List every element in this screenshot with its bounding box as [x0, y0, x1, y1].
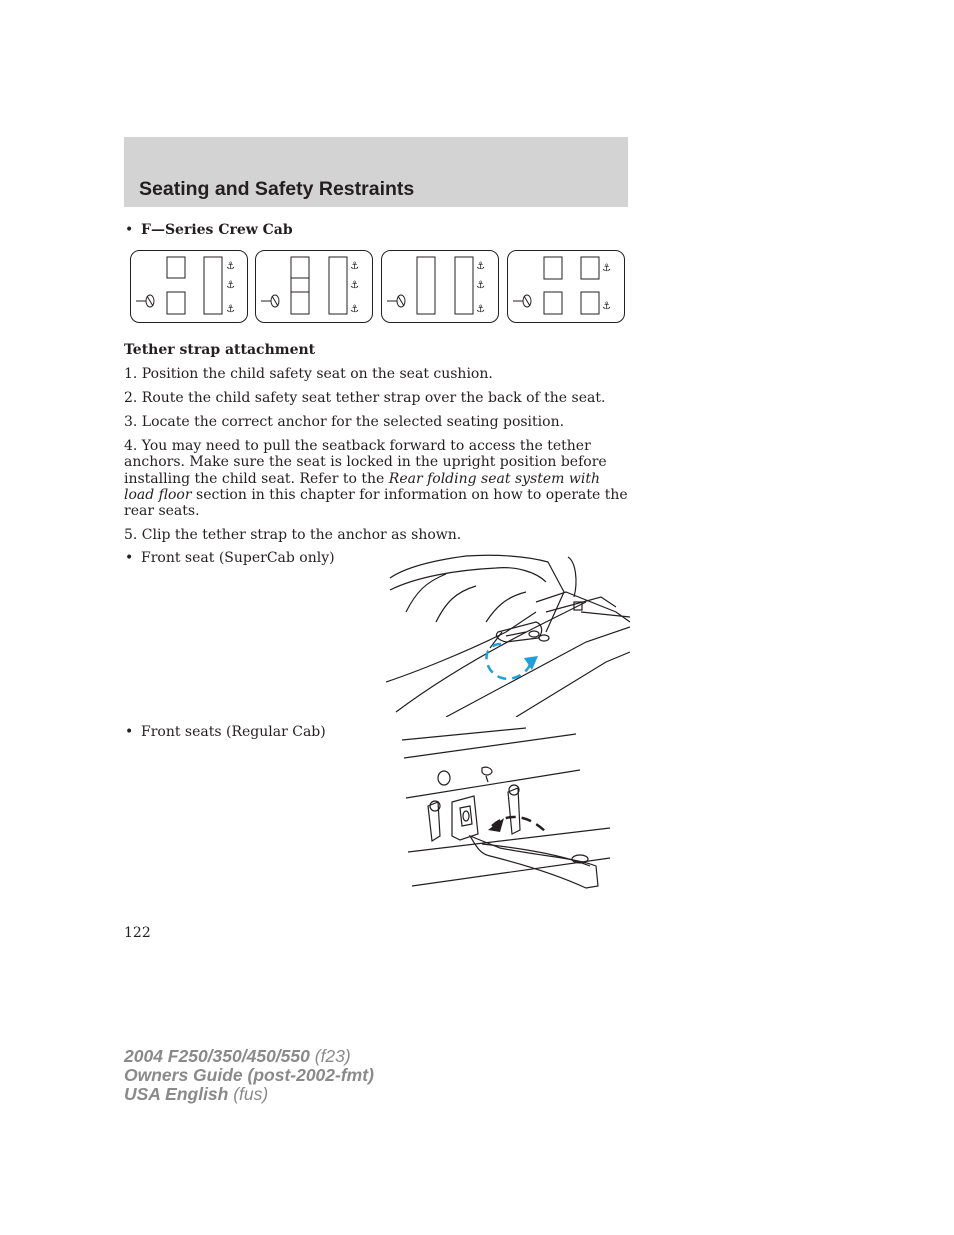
steering-wheel-icon	[136, 295, 154, 307]
anchor-icon: ⚓	[602, 301, 611, 312]
tether-heading: Tether strap attachment	[124, 342, 316, 358]
step-4: 4. You may need to pull the seatback forward to access the tether anchors. Make sure the seat is locked in the upright position before installing the child seat. Refer to the Rear folding seat system with load floor section in this chapter for information on how to operate the rear seats.	[124, 438, 628, 520]
page-number: 122	[124, 925, 151, 941]
step-2: 2. Route the child safety seat tether strap over the back of the seat.	[124, 390, 606, 406]
seat-diagram-1	[130, 250, 248, 323]
section-title: Seating and Safety Restraints	[139, 178, 415, 200]
step-1: 1. Position the child safety seat on the seat cushion.	[124, 366, 493, 382]
seat-diagram-4	[507, 250, 625, 323]
anchor-icon: ⚓	[350, 261, 359, 272]
footer-guide: Owners Guide (post-2002-fmt)	[124, 1065, 374, 1085]
crew-cab-label: F—Series Crew Cab	[141, 222, 293, 238]
steering-wheel-icon	[387, 295, 405, 307]
anchor-icon: ⚓	[350, 304, 359, 315]
anchor-icon: ⚓	[476, 280, 485, 291]
bullet-icon: •	[125, 550, 134, 566]
section-header-band	[124, 137, 628, 207]
anchor-icon: ⚓	[476, 261, 485, 272]
step-3: 3. Locate the correct anchor for the selected seating position.	[124, 414, 565, 430]
bullet-icon: •	[125, 724, 134, 740]
step-5: 5. Clip the tether strap to the anchor as shown.	[124, 527, 462, 543]
regular-cab-anchor-illustration	[400, 726, 614, 895]
anchor-icon: ⚓	[226, 304, 235, 315]
cross-reference: Rear folding seat system with load floor	[124, 470, 600, 503]
anchor-icon: ⚓	[226, 261, 235, 272]
anchor-icon: ⚓	[476, 304, 485, 315]
anchor-icon: ⚓	[350, 280, 359, 291]
seat-diagram-3	[381, 250, 499, 323]
anchor-icon: ⚓	[602, 263, 611, 274]
footer-language: USA English (fus)	[124, 1084, 269, 1104]
seat-diagram-2	[255, 250, 373, 323]
steering-wheel-icon	[261, 295, 279, 307]
bullet-regular-cab: Front seats (Regular Cab)	[141, 724, 326, 740]
anchor-icon: ⚓	[226, 280, 235, 291]
bullet-icon: •	[125, 222, 134, 238]
steering-wheel-icon	[513, 295, 531, 307]
footer-model: 2004 F250/350/450/550 (f23)	[124, 1046, 351, 1066]
supercab-anchor-illustration	[386, 552, 630, 721]
bullet-supercab: Front seat (SuperCab only)	[141, 550, 335, 566]
